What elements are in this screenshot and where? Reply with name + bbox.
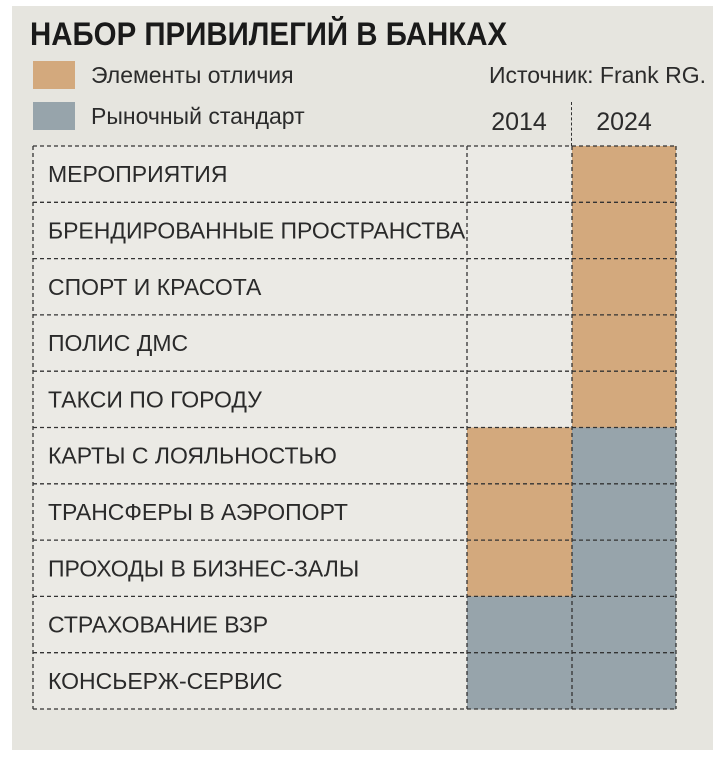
column-header-2014: 2014: [491, 108, 547, 136]
cell-2024-row-5: [572, 371, 676, 428]
cell-2024-row-2: [572, 202, 676, 259]
cell-2014-row-7: [467, 484, 572, 541]
cell-2024-row-10: [572, 653, 676, 710]
row-label: ТАКСИ ПО ГОРОДУ: [48, 386, 262, 413]
cell-2014-row-10: [467, 653, 572, 710]
source-note: Источник: Frank RG.: [488, 62, 706, 88]
legend-label-distinct: Элементы отличия: [91, 61, 294, 88]
cell-2024-row-6: [572, 428, 676, 485]
cell-2014-row-2: [467, 202, 572, 259]
row-label: СТРАХОВАНИЕ ВЗР: [48, 611, 269, 638]
cell-2024-row-8: [572, 540, 676, 597]
row-label: ПОЛИС ДМС: [48, 330, 189, 357]
column-header-2024: 2024: [596, 108, 652, 136]
row-label: СПОРТ И КРАСОТА: [48, 273, 262, 300]
chart-title: НАБОР ПРИВИЛЕГИЙ В БАНКАХ: [30, 16, 508, 52]
cell-2024-row-9: [572, 596, 676, 653]
cell-2014-row-1: [467, 146, 572, 203]
cell-2014-row-3: [467, 259, 572, 316]
cell-2014-row-5: [467, 371, 572, 428]
row-label: КОНСЬЕРЖ-СЕРВИС: [48, 667, 283, 694]
row-label: ТРАНСФЕРЫ В АЭРОПОРТ: [48, 498, 348, 525]
cell-2014-row-4: [467, 315, 572, 372]
cell-2024-row-4: [572, 315, 676, 372]
legend-label-standard: Рыночный стандарт: [91, 102, 305, 129]
cell-2024-row-7: [572, 484, 676, 541]
row-label: МЕРОПРИЯТИЯ: [48, 161, 228, 188]
cell-2024-row-3: [572, 259, 676, 316]
cell-2014-row-6: [467, 428, 572, 485]
cell-2014-row-9: [467, 596, 572, 653]
cell-2024-row-1: [572, 146, 676, 203]
cell-2014-row-8: [467, 540, 572, 597]
row-label: БРЕНДИРОВАННЫЕ ПРОСТРАНСТВА: [48, 217, 466, 244]
row-label: КАРТЫ С ЛОЯЛЬНОСТЬЮ: [48, 442, 337, 469]
row-label: ПРОХОДЫ В БИЗНЕС-ЗАЛЫ: [48, 555, 360, 582]
